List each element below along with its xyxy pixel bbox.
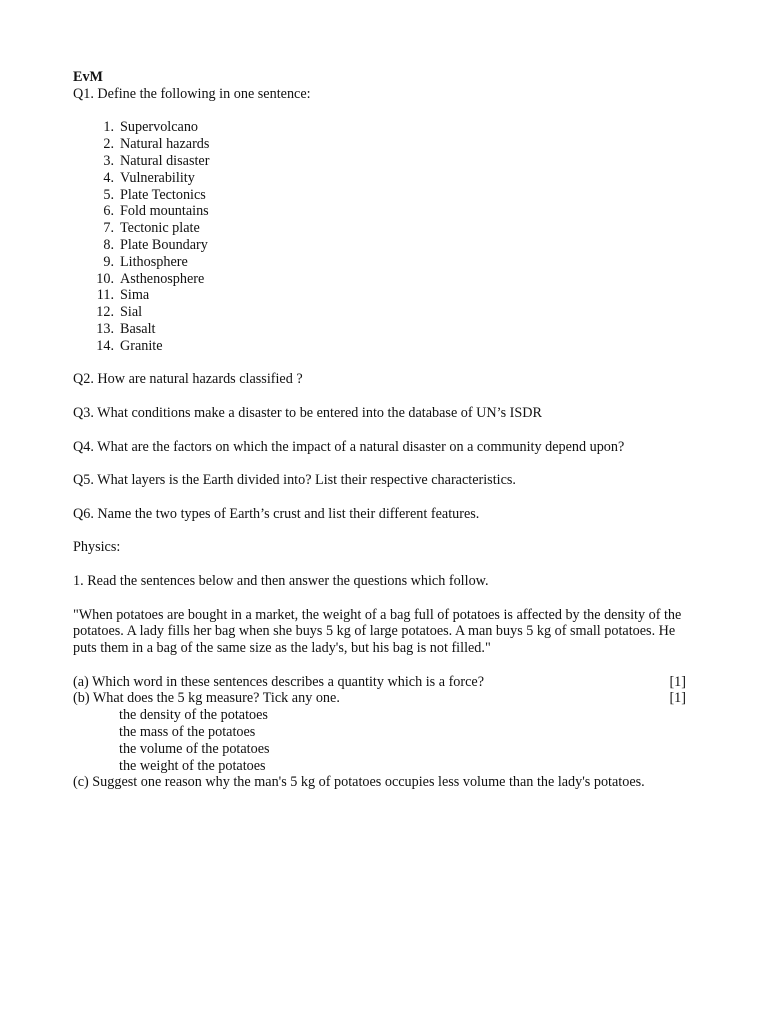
spacer bbox=[73, 103, 688, 120]
list-item-text: Supervolcano bbox=[120, 119, 199, 136]
spacer bbox=[73, 422, 688, 439]
list-item-text: Natural disaster bbox=[120, 152, 210, 169]
physics-heading: Physics: bbox=[73, 539, 121, 556]
list-item bbox=[73, 187, 688, 204]
question-a: (a) Which word in these sentences describes a quantity which is a force? bbox=[73, 673, 485, 690]
list-item bbox=[73, 237, 688, 254]
list-item bbox=[73, 170, 688, 187]
spacer bbox=[73, 590, 688, 607]
list-item bbox=[73, 321, 688, 338]
spacer bbox=[73, 556, 688, 573]
document-page bbox=[73, 69, 688, 791]
list-item bbox=[73, 304, 688, 321]
list-item-text: Fold mountains bbox=[120, 203, 209, 220]
list-item-text: Plate Tectonics bbox=[120, 186, 206, 203]
list-item bbox=[73, 136, 688, 153]
list-item-text: Lithosphere bbox=[120, 253, 188, 270]
list-number: 8. bbox=[103, 236, 114, 253]
question-b-row bbox=[73, 690, 688, 707]
terms-list bbox=[73, 119, 688, 354]
document-title: EvM bbox=[73, 69, 103, 85]
spacer bbox=[73, 455, 688, 472]
marks-badge: [1] bbox=[669, 673, 686, 690]
spacer bbox=[73, 388, 688, 405]
list-item-text: Sial bbox=[120, 304, 143, 321]
answer-option: the volume of the potatoes bbox=[119, 740, 270, 757]
spacer bbox=[73, 355, 688, 372]
list-item-text: Granite bbox=[120, 337, 163, 354]
list-number: 1. bbox=[103, 119, 114, 136]
answer-option: the mass of the potatoes bbox=[119, 724, 256, 741]
list-item bbox=[73, 287, 688, 304]
question-4: Q4. What are the factors on which the impact of a natural disaster on a community depend upon? bbox=[73, 438, 625, 455]
list-item-text: Natural hazards bbox=[120, 136, 210, 153]
answer-option: the weight of the potatoes bbox=[119, 757, 266, 774]
list-item bbox=[73, 153, 688, 170]
list-item-text: Sima bbox=[120, 287, 150, 304]
question-6: Q6. Name the two types of Earth’s crust and list their different features. bbox=[73, 505, 480, 522]
question-a-row bbox=[73, 674, 688, 691]
list-item bbox=[73, 271, 688, 288]
list-item-text: Asthenosphere bbox=[120, 270, 205, 287]
list-number: 9. bbox=[103, 253, 114, 270]
spacer bbox=[73, 657, 688, 674]
list-item bbox=[73, 119, 688, 136]
list-item-text: Plate Boundary bbox=[120, 236, 208, 253]
list-item-text: Vulnerability bbox=[120, 169, 195, 186]
question-3: Q3. What conditions make a disaster to be entered into the database of UN’s ISDR bbox=[73, 404, 542, 421]
question-b: (b) What does the 5 kg measure? Tick any one. bbox=[73, 690, 340, 707]
question-1: Q1. Define the following in one sentence: bbox=[73, 85, 311, 102]
list-number: 3. bbox=[103, 152, 114, 169]
list-number: 4. bbox=[103, 169, 114, 186]
list-item bbox=[73, 220, 688, 237]
list-item-text: Basalt bbox=[120, 320, 156, 337]
question-5: Q5. What layers is the Earth divided into? List their respective characteristics. bbox=[73, 472, 516, 489]
spacer bbox=[73, 489, 688, 506]
list-number: 13. bbox=[96, 320, 114, 337]
list-item bbox=[73, 338, 688, 355]
list-number: 6. bbox=[103, 203, 114, 220]
answer-option: the density of the potatoes bbox=[119, 707, 268, 724]
list-item bbox=[73, 254, 688, 271]
list-number: 14. bbox=[96, 337, 114, 354]
list-number: 2. bbox=[103, 136, 114, 153]
list-number: 7. bbox=[103, 220, 114, 237]
physics-instruction: 1. Read the sentences below and then answer the questions which follow. bbox=[73, 572, 489, 589]
question-2: Q2. How are natural hazards classified ? bbox=[73, 371, 303, 388]
list-number: 10. bbox=[96, 270, 114, 287]
list-number: 5. bbox=[103, 186, 114, 203]
list-number: 12. bbox=[96, 304, 114, 321]
question-c: (c) Suggest one reason why the man's 5 kg of potatoes occupies less volume than the lady's potatoes. bbox=[73, 774, 645, 791]
marks-badge: [1] bbox=[669, 690, 686, 707]
list-item bbox=[73, 203, 688, 220]
physics-passage: "When potatoes are bought in a market, the weight of a bag full of potatoes is affected by the density of the potatoes. A lady fills her bag when she buys 5 kg of large potatoes. A man buys 5 kg of small potatoes. He puts them in a bag of the same size as the lady's, but his bag is not filled." bbox=[73, 606, 682, 657]
list-number: 11. bbox=[96, 287, 114, 304]
list-item-text: Tectonic plate bbox=[120, 220, 200, 237]
spacer bbox=[73, 523, 688, 540]
